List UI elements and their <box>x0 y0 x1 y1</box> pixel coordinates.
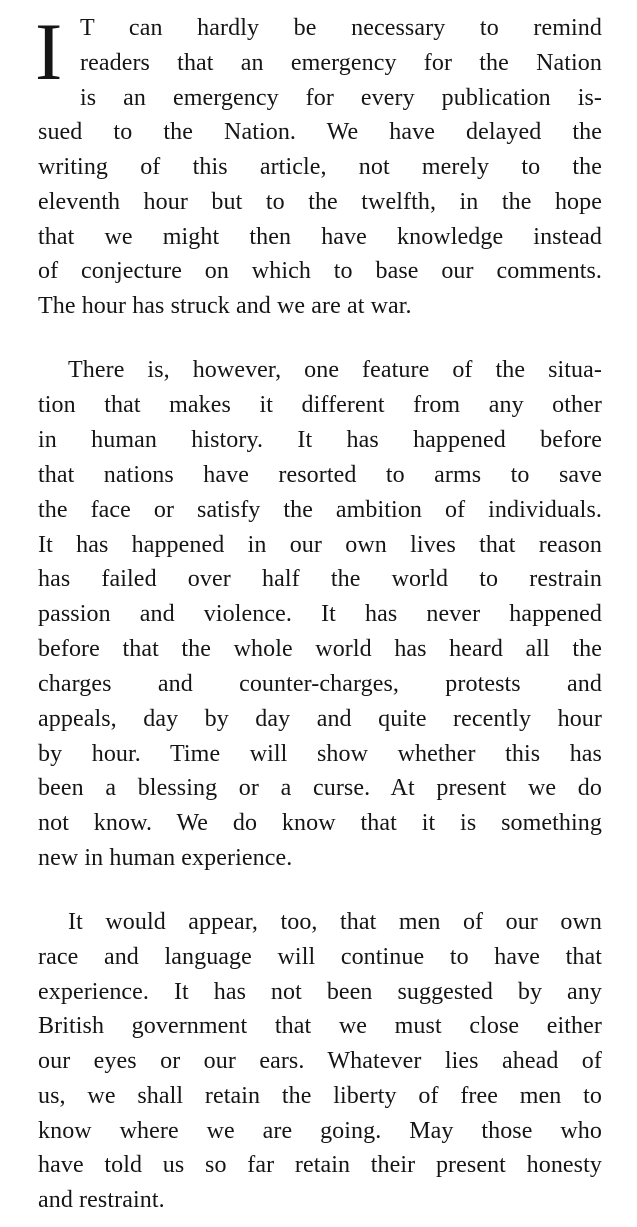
paragraph-3-line-1: It would appear, too, that men of our own <box>68 909 602 935</box>
paragraph-1-line-1: T can hardly be necessary to remind <box>80 15 602 41</box>
paragraph-2-line-9: before that the whole world has heard all the <box>38 636 602 662</box>
paragraph-2-line-15: new in human experience. <box>38 845 293 871</box>
paragraph-3-line-7: know where we are going. May those who <box>38 1118 602 1144</box>
paragraph-3-line-8: have told us so far retain their present honesty <box>38 1152 602 1178</box>
paragraph-2-line-2: tion that makes it different from any other <box>38 392 602 418</box>
paragraph-2-line-11: appeals, day by day and quite recently hour <box>38 706 602 732</box>
paragraph-2-line-12: by hour. Time will show whether this has <box>38 741 602 767</box>
paragraph-2-line-14: not know. We do know that it is something <box>38 810 602 836</box>
paragraph-1-line-6: eleventh hour but to the twelfth, in the hope <box>38 189 602 215</box>
paragraph-2-line-7: has failed over half the world to restrain <box>38 566 602 592</box>
paragraph-1-line-2: readers that an emergency for the Nation <box>80 50 602 76</box>
paragraph-3-line-9: and restraint. <box>38 1187 165 1213</box>
paragraph-2-line-6: It has happened in our own lives that reason <box>38 532 602 558</box>
paragraph-2-line-3: in human history. It has happened before <box>38 427 602 453</box>
paragraph-2-line-1: There is, however, one feature of the situa- <box>68 357 602 383</box>
paragraph-1-line-9: The hour has struck and we are at war. <box>38 293 412 319</box>
paragraph-1-line-5: writing of this article, not merely to the <box>38 154 602 180</box>
paragraph-2-line-5: the face or satisfy the ambition of individuals. <box>38 497 602 523</box>
paragraph-3-line-3: experience. It has not been suggested by any <box>38 979 602 1005</box>
paragraph-1-line-4: sued to the Nation. We have delayed the <box>38 119 602 145</box>
paragraph-1-line-7: that we might then have knowledge instead <box>38 224 602 250</box>
paragraph-2-line-4: that nations have resorted to arms to save <box>38 462 602 488</box>
paragraph-1-line-8: of conjecture on which to base our comments. <box>38 258 602 284</box>
paragraph-1-line-3: is an emergency for every publication is- <box>80 85 602 111</box>
paragraph-2-line-8: passion and violence. It has never happened <box>38 601 602 627</box>
paragraph-3-line-4: British government that we must close either <box>38 1013 602 1039</box>
paragraph-3-line-2: race and language will continue to have that <box>38 944 602 970</box>
drop-cap: I <box>35 6 63 97</box>
paragraph-2-line-13: been a blessing or a curse. At present we do <box>38 775 602 801</box>
paragraph-3-line-5: our eyes or our ears. Whatever lies ahead of <box>38 1048 602 1074</box>
paragraph-2-line-10: charges and counter-charges, protests and <box>38 671 602 697</box>
paragraph-3-line-6: us, we shall retain the liberty of free men to <box>38 1083 602 1109</box>
